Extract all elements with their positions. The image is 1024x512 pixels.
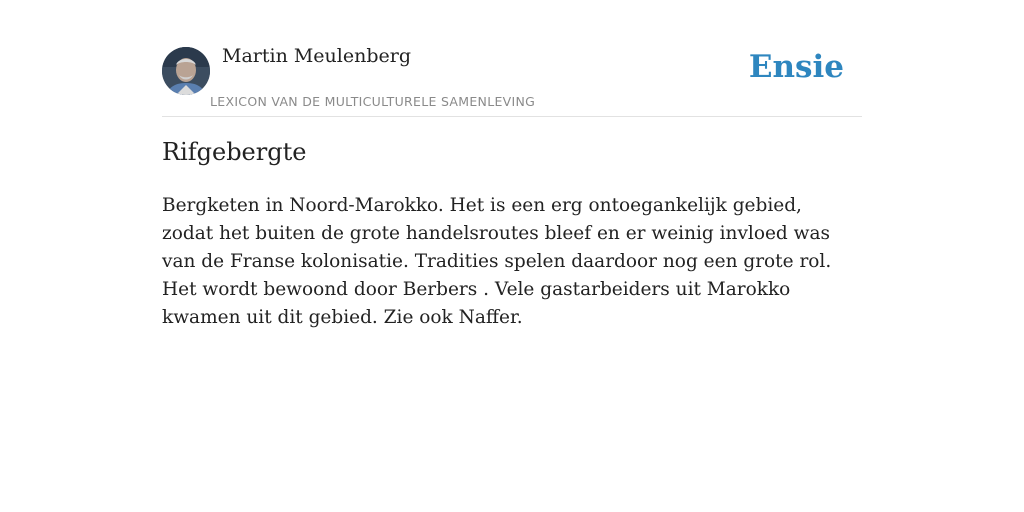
avatar[interactable] [162, 47, 210, 95]
brand-logo[interactable]: Ensie [748, 49, 844, 85]
header [162, 44, 862, 117]
author-photo [162, 47, 210, 95]
source-label[interactable]: LEXICON VAN DE MULTICULTURELE SAMENLEVING [210, 94, 536, 109]
author-name[interactable]: Martin Meulenberg [222, 45, 411, 67]
page-title: Rifgebergte [162, 138, 307, 166]
article-body: Bergketen in Noord-Marokko. Het is een erg ontoegankelijk gebied, zodat het buiten de grote handelsroutes bleef en er weinig invloed was van de Franse kolonisatie. Tradities spelen daardoor nog een grote rol. Het wordt bewoond door Berbers . Vele gastarbeiders uit Marokko kwamen uit dit gebied. Zie ook Naffer. [162, 195, 832, 328]
